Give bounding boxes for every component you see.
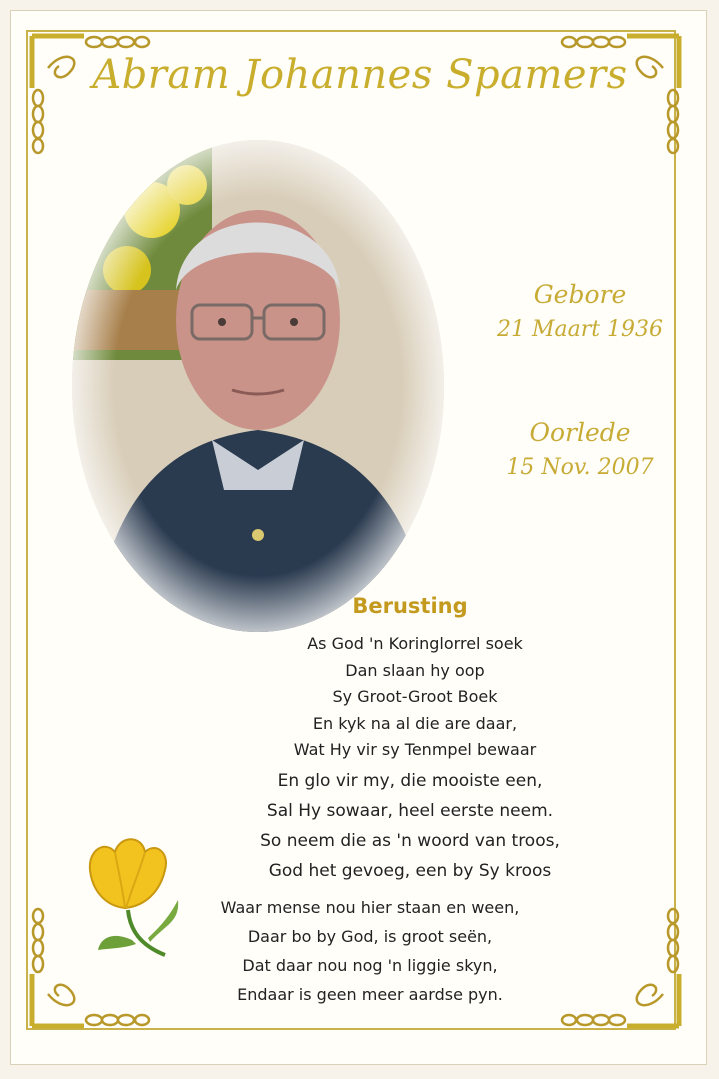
poem-line: Endaar is geen meer aardse pyn. xyxy=(237,985,503,1004)
portrait-photo xyxy=(72,140,444,632)
deceased-name: Abram Johannes Spamers xyxy=(92,52,628,98)
poem-line: Waar mense nou hier staan en ween, xyxy=(220,898,520,917)
poem-stanza xyxy=(240,766,580,886)
corner-ornament-icon xyxy=(557,904,687,1034)
poem-line: Daar bo by God, is groot seën, xyxy=(247,927,493,946)
poem-line: Dat daar nou nog 'n liggie skyn, xyxy=(242,956,498,975)
poem-line: So neem die as 'n woord van troos, xyxy=(260,831,560,851)
poem-line: As God 'n Koringlorrel soek xyxy=(307,634,523,653)
poem-line: En glo vir my, die mooiste een, xyxy=(277,771,543,791)
poem-title: Berusting xyxy=(352,594,468,618)
poem-line: En kyk na al die are daar, xyxy=(312,713,518,733)
poem-stanza xyxy=(200,893,540,1009)
poem-line: Sy Groot-Groot Boek xyxy=(332,687,498,706)
poem-line: Sal Hy sowaar, heel eerste neem. xyxy=(266,801,554,821)
poem-stanza xyxy=(270,631,560,764)
poem-line: Dan slaan hy oop xyxy=(345,660,485,680)
died-label: Oorlede xyxy=(529,418,631,447)
yellow-tulip-icon xyxy=(70,830,190,960)
poem-line: Wat Hy vir sy Tenmpel bewaar xyxy=(293,740,537,759)
died-date: 15 Nov. 2007 xyxy=(506,455,654,480)
born-label: Gebore xyxy=(533,280,627,309)
poem-line: God het gevoeg, een by Sy kroos xyxy=(268,861,552,881)
born-date: 21 Maart 1936 xyxy=(496,317,664,342)
died-block xyxy=(460,418,700,480)
born-block xyxy=(460,280,700,342)
